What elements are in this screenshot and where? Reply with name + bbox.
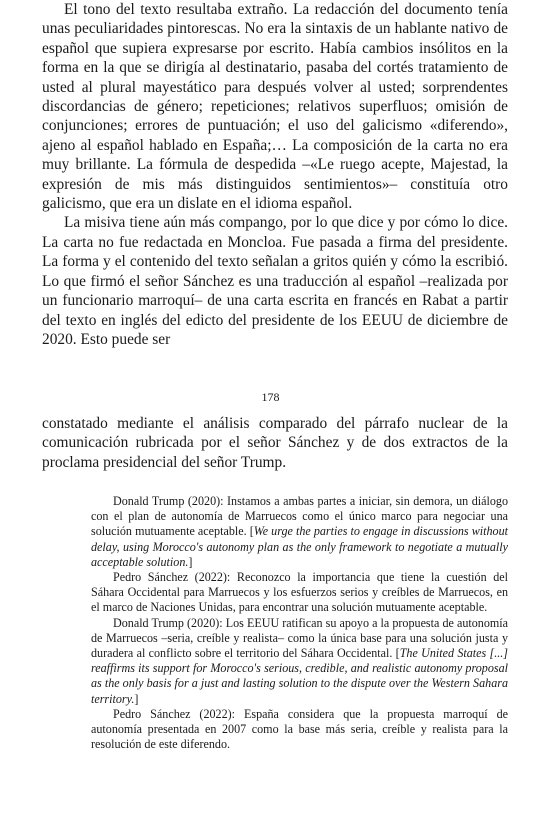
quote-text: Donald Trump (2020): Instamos a ambas partes a iniciar, sin demora, un diálogo con el plan de autonomía de Marruecos como el único marco para negociar una solución mutuamente aceptable. [: [91, 494, 508, 539]
quote-text: Pedro Sánchez (2022): Reconozco la importancia que tiene la cuestión del Sáhara Occidental para Marruecos y los esfuerzos serios y creíbles de Marruecos, en el marco de Naciones Unidas, para encontrar una solución mutuamente aceptable.: [91, 570, 508, 615]
quote-close: ]: [134, 691, 139, 706]
quote-sanchez-2: [91, 707, 508, 753]
body-paragraph: La misiva tiene aún más compango, por lo que dice y por cómo lo dice. La carta no fue redactada en Moncloa. Fue pasada a firma del presidente. La forma y el contenido del texto señalan a gritos quién y cómo la escribió. Lo que firmó el señor Sánchez es una traducción al español –realizada por un funcionario marroquí– de una carta escrita en francés en Rabat a partir del texto en inglés del edicto del presidente de los EEUU de diciembre de 2020. Esto puede ser: [42, 214, 508, 348]
quote-trump-1: [91, 494, 508, 570]
quote-english: We urge the parties to engage in discussions without delay, using Morocco's autonomy plan as the only framework to negotiate a mutually acceptable solution.: [91, 524, 508, 569]
page-top-text: [42, 0, 508, 349]
quote-sanchez-1: [91, 570, 508, 616]
page-number: 178: [261, 390, 280, 404]
quote-text: Pedro Sánchez (2022): España considera que la propuesta marroquí de autonomía presentada en 2007 como la base más seria, creíble y realista para la resolución de este diferendo.: [91, 706, 508, 752]
quote-close: ]: [188, 554, 193, 569]
quote-trump-2: [91, 616, 508, 707]
body-paragraph: constatado mediante el análisis comparado del párrafo nuclear de la comunicación rubricada por el señor Sánchez y de dos extractos de la proclama presidencial del señor Trump.: [42, 415, 508, 471]
page-bottom-text: [42, 414, 508, 472]
quote-block: [91, 494, 508, 752]
quote-english: The United States [...] reaffirms its support for Morocco's serious, credible, and realistic autonomy proposal as the only basis for a just and lasting solution to the dispute over the Western Sahara territory.: [91, 646, 508, 706]
body-paragraph: El tono del texto resultaba extraño. La redacción del documento tenía unas peculiaridades pintorescas. No era la sintaxis de un hablante nativo de español que supiera expresarse por escrito. Había cambios insólitos en la forma en la que se dirigía al destinatario, pasaba del cortés tratamiento de usted al plural mayestático para después volver al usted; sorprendentes discordancias de género; repeticiones; relativos superfluos; omisión de conjunciones; errores de puntuación; el uso del galicismo «diferendo», ajeno al español hablado en España;… La composición de la carta no era muy brillante. La fórmula de despedida –«Le ruego acepte, Majestad, la expresión de mis más distinguidos sentimientos»– constituía otro galicismo, que era un dislate en el idioma español.: [42, 1, 508, 213]
quote-text: Donald Trump (2020): Los EEUU ratifican su apoyo a la propuesta de autonomía de Marruecos –seria, creíble y realista– como la única base para una solución justa y duradera al conflicto sobre el territorio del Sáhara Occidental. [: [91, 615, 508, 661]
